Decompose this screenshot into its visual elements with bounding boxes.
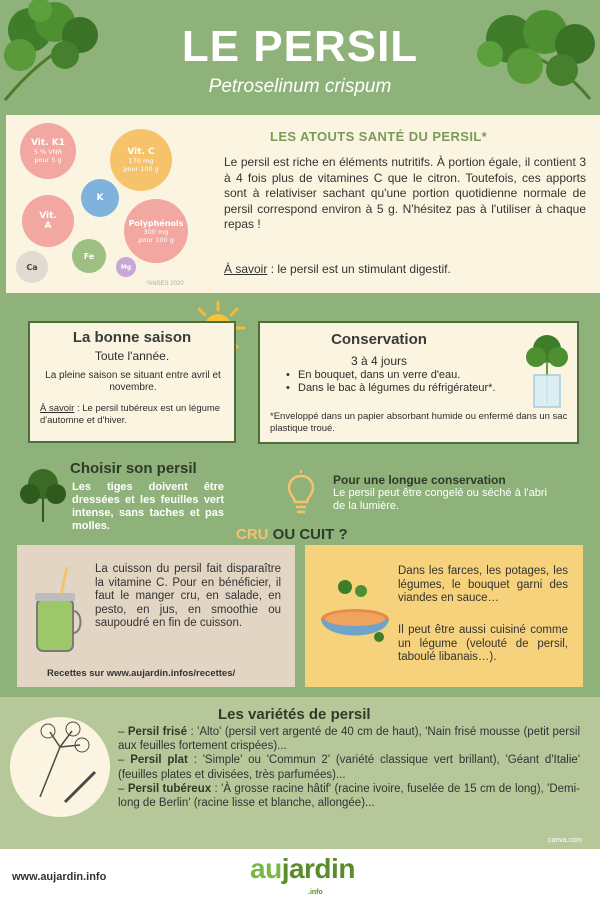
- nutrient-bubbles: [6, 115, 206, 293]
- season-line1: Toute l'année.: [94, 349, 170, 363]
- soup-bowl-icon: [317, 575, 393, 655]
- list-item: – Persil frisé : 'Alto' (persil vert argenté de 40 cm de haut), 'Nain frisé mousse (petit persil aux feuilles fortement crispées)...: [118, 726, 580, 753]
- raw-or-cooked-heading: CRU OU CUIT ?: [236, 526, 348, 543]
- conservation-note: *Enveloppé dans un papier absorbant humide ou enfermé dans un sac plastique troué.: [270, 411, 568, 434]
- header: [0, 0, 600, 112]
- cooked-text-2: Il peut être aussi cuisiné comme un légume (velouté de persil, taboulé libanais…).: [398, 624, 568, 663]
- list-item: • Dans le bac à légumes du réfrigérateur*.: [286, 382, 522, 395]
- varieties-title: Les variétés de persil: [218, 706, 371, 723]
- season-panel: [28, 321, 236, 443]
- season-note: À savoir : Le persil tubéreux est un légume d'automne et d'hiver.: [40, 403, 221, 426]
- long-conservation-title: Pour une longue conservation: [333, 473, 506, 487]
- raw-panel: [17, 545, 295, 687]
- nutrient-bubble-vit-k1: Vit. K1 5 % VNR pour 5 g: [20, 123, 76, 179]
- conservation-title: Conservation: [331, 331, 427, 348]
- site-url[interactable]: www.aujardin.info: [12, 871, 107, 883]
- conservation-duration: 3 à 4 jours: [350, 354, 408, 368]
- recipes-link[interactable]: Recettes sur www.aujardin.infos/recettes/: [47, 668, 236, 679]
- varieties-list: [118, 725, 580, 810]
- canva-credit: canva.com: [548, 837, 582, 844]
- health-benefits-panel: [6, 115, 600, 293]
- season-line2: La pleine saison se situant entre avril et novembre.: [45, 370, 221, 393]
- cooked-text-1: Dans les farces, les potages, les légumes, le bouquet garni des viandes en sauce…: [398, 565, 568, 604]
- conservation-panel: [258, 321, 579, 444]
- raw-text: La cuisson du persil fait disparaître la vitamine C. Pour en bénéficier, il faut le manger cru, en salade, en pesto, en jus, en smoothie ou saupoudré en fin de cuisson.: [95, 563, 281, 629]
- parsley-leaf-icon: [20, 464, 66, 524]
- list-item: – Persil tubéreux : 'À grosse racine hâtif' (racine ivoire, fuselée de 15 cm de long), 'Demi-long de Berlin' (racine lisse et blanche, allongée)...: [118, 782, 580, 810]
- season-title: La bonne saison: [72, 329, 192, 346]
- nutrient-bubble-vit-c: Vit. C 170 mg pour 100 g: [110, 129, 172, 191]
- nutrient-bubble-k: K: [81, 179, 119, 217]
- smoothie-jar-icon: [29, 565, 85, 655]
- nutrient-bubble-mg: Mg: [116, 257, 136, 277]
- footer: [0, 849, 600, 900]
- lightbulb-icon: [284, 470, 318, 516]
- long-conservation-text: Le persil peut être congelé ou séché à l'abri de la lumière.: [333, 487, 547, 512]
- list-item: • En bouquet, dans un verre d'eau.: [286, 369, 522, 382]
- aujardin-logo[interactable]: aujardin .info: [250, 853, 355, 896]
- list-item: – Persil plat : 'Simple' ou 'Commun 2' (variété classique vert brillant), 'Géant d'Italie' (feuilles plates et divisées, très parfumées)...: [118, 754, 581, 781]
- health-benefits-note: À savoir : le persil est un stimulant digestif.: [224, 262, 451, 276]
- parsley-illustration: [10, 717, 110, 817]
- nutrient-bubble-fe: Fe: [72, 239, 106, 273]
- parsley-glass-icon: [522, 331, 572, 411]
- nutrient-bubble-vit-a: Vit. A: [22, 195, 74, 247]
- page-title: LE PERSIL: [181, 22, 419, 71]
- nutrient-bubble-polyphenols: Polyphénols 300 mg pour 100 g: [124, 199, 188, 263]
- source-note: *ANSES 2020: [146, 281, 184, 287]
- parsley-root-icon: [10, 717, 110, 817]
- conservation-list: [286, 369, 522, 395]
- health-benefits-title: LES ATOUTS SANTÉ DU PERSIL*: [270, 129, 488, 144]
- varieties-panel: [0, 697, 600, 849]
- health-benefits-text: Le persil est riche en éléments nutritifs. À portion égale, il contient 3 à 4 fois plus de vitamines C que le citron. Toutefois, ces apports sont à relativiser sachant qu'une portion quotidienne normale de persil correspond environ à 5 g. N'hésitez pas à l'utiliser à chaque repas !: [224, 155, 586, 231]
- choose-text: Les tiges doivent être dressées et les feuilles vert intense, sans taches et pas molles.: [72, 481, 224, 532]
- cooked-panel: [305, 545, 583, 687]
- choose-title: Choisir son persil: [70, 460, 197, 477]
- nutrient-bubble-ca: Ca: [16, 251, 48, 283]
- page-subtitle: Petroselinum crispum: [208, 76, 392, 97]
